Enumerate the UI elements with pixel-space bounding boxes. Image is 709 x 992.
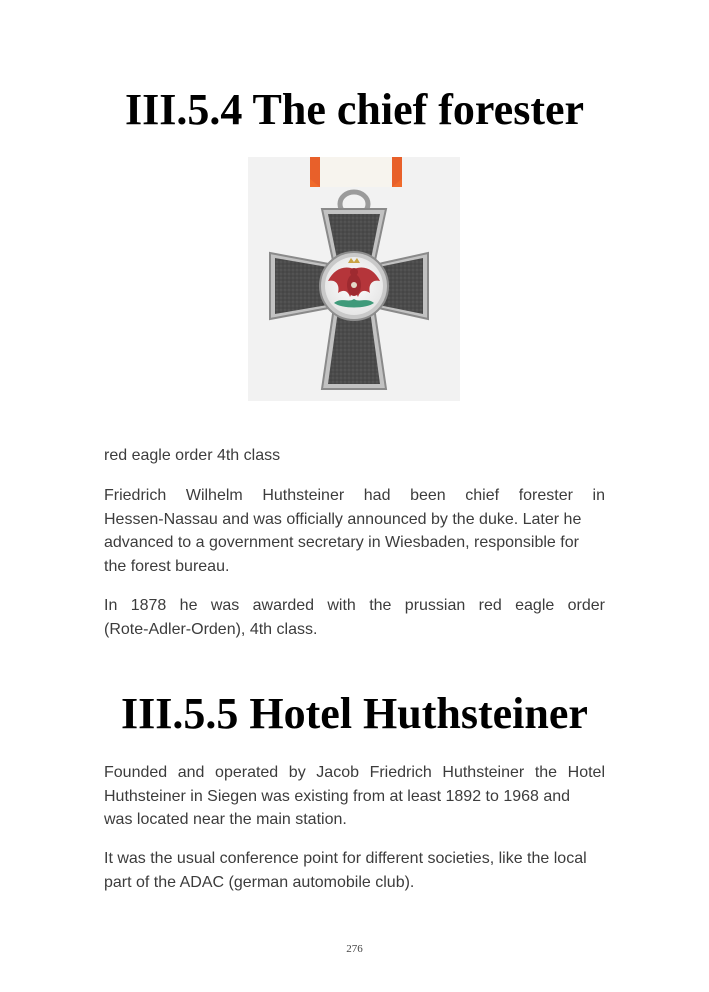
red-eagle-order-medal-image <box>248 157 460 401</box>
text-line: Hessen-Nassau and was officially announced by the duke. Later he <box>104 510 582 528</box>
text-line: was located near the main station. <box>104 811 347 828</box>
text-line: Friedrich Wilhelm Huthsteiner had been chief forester in <box>104 487 605 504</box>
text-line: Founded and operated by Jacob Friedrich Huthsteiner the Hotel <box>104 764 605 781</box>
medal-caption: red eagle order 4th class <box>104 447 281 464</box>
hotel-conference-paragraph <box>104 847 605 894</box>
text-line: In 1878 he was awarded with the prussian red eagle order <box>104 597 605 614</box>
text-line: the forest bureau. <box>104 557 230 575</box>
ribbon <box>310 157 402 187</box>
hotel-founding-paragraph <box>104 761 605 832</box>
text-line: (Rote-Adler-Orden), 4th class. <box>104 620 318 638</box>
text-line: part of the ADAC (german automobile club). <box>104 873 415 891</box>
section-heading-hotel-huthsteiner: III.5.5 Hotel Huthsteiner <box>121 689 588 738</box>
text-line: advanced to a government secretary in Wiesbaden, responsible for <box>104 534 579 551</box>
text-line: It was the usual conference point for different societies, like the local <box>104 850 587 867</box>
red-eagle-award-paragraph <box>104 594 605 641</box>
section-heading-chief-forester: III.5.4 The chief forester <box>124 85 585 134</box>
chief-forester-paragraph <box>104 484 605 578</box>
page-number: 276 <box>346 943 363 955</box>
text-line: Huthsteiner in Siegen was existing from at least 1892 to 1968 and <box>104 787 571 805</box>
